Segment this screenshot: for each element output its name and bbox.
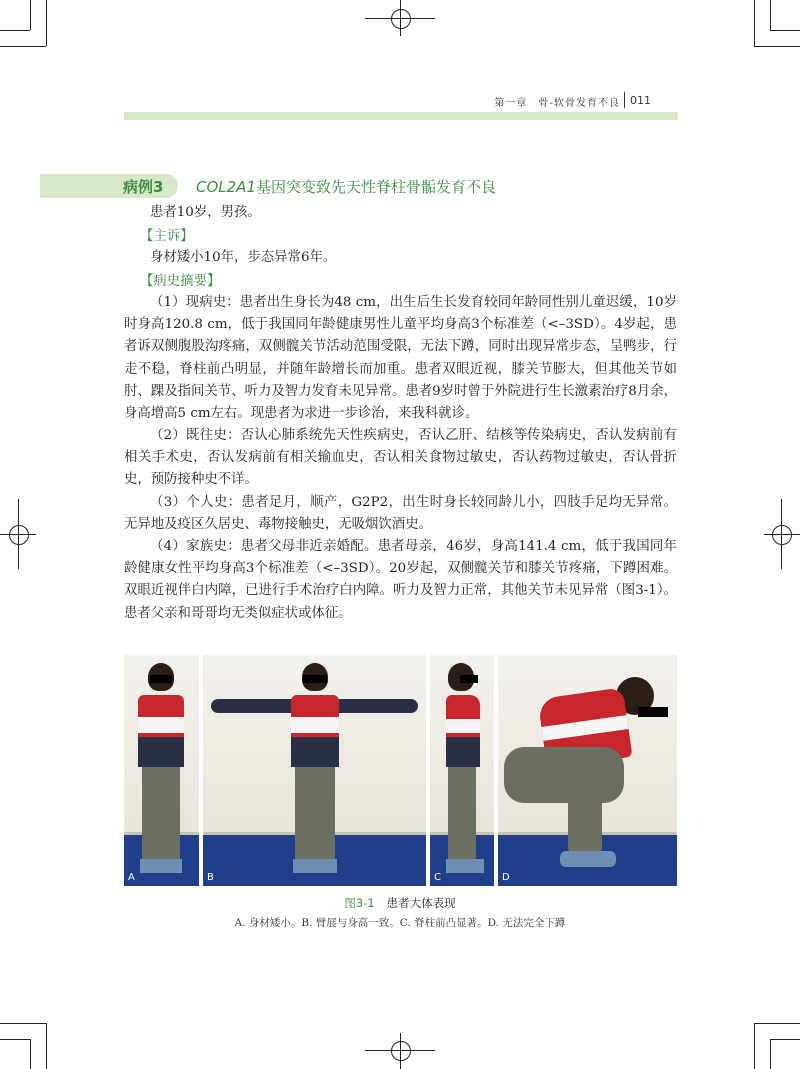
panel-label-a: A — [128, 872, 135, 883]
header-band — [124, 112, 678, 120]
figure-caption-title — [0, 895, 800, 911]
case-label: 病例3 — [123, 178, 164, 196]
photo-panel-c — [430, 655, 494, 886]
running-header-chapter: 第一章 骨-软骨发育不良 — [494, 98, 620, 109]
photo-panel-b — [203, 655, 426, 886]
history-heading: 【病史摘要】 — [140, 274, 221, 289]
case-title-text: 基因突变致先天性脊柱骨骺发育不良 — [256, 178, 497, 196]
personal-history-paragraph: （3）个人史：患者足月，顺产，G2P2，出生时身长较同龄儿小，四肢手足均无异常。无异地及疫区久居史、毒物接触史，无吸烟饮酒史。 — [124, 495, 677, 533]
page-number: 011 — [630, 94, 651, 107]
panel-label-b: B — [207, 872, 214, 883]
figure-caption-description: A. 身材矮小。B. 臂展与身高一致。C. 脊柱前凸显著。D. 无法完全下蹲 — [234, 917, 566, 929]
header-separator — [624, 92, 625, 108]
chief-complaint-heading: 【主诉】 — [140, 229, 194, 244]
figure-title: 患者大体表现 — [386, 896, 456, 910]
gene-name: COL2A1 — [196, 178, 256, 196]
case-title — [196, 176, 496, 197]
photo-panel-d — [498, 655, 677, 886]
panel-label-c: C — [434, 872, 441, 883]
patient-intro: 患者10岁，男孩。 — [150, 205, 261, 220]
photo-panel-a — [124, 655, 199, 886]
panel-label-d: D — [502, 872, 510, 883]
chief-complaint-text: 身材矮小10年，步态异常6年。 — [150, 250, 337, 265]
figure-number: 图3-1 — [344, 896, 375, 910]
past-history-paragraph: （2）既往史：否认心肺系统先天性疾病史，否认乙肝、结核等传染病史，否认发病前有相关手术史，否认发病前有相关输血史，否认相关食物过敏史，否认药物过敏史，否认骨折史，预防接种史不详。 — [124, 428, 677, 488]
family-history-paragraph: （4）家族史：患者父母非近亲婚配。患者母亲，46岁，身高141.4 cm，低于我国同年龄健康女性平均身高3个标准差（<–3SD）。20岁起，双侧髋关节和膝关节疼痛，下蹲困难。双眼近视伴白内障，已进行手术治疗白内障。听力及智力正常，其他关节未见异常（图3-1）。患者父亲和哥哥均无类似症状或体征。 — [124, 539, 677, 621]
present-history-paragraph: （1）现病史：患者出生身长为48 cm，出生后生长发育较同年龄同性别儿童迟缓，10岁时身高120.8 cm，低于我国同年龄健康男性儿童平均身高3个标准差（<–3SD）。4岁起，患者诉双侧腹股沟疼痛，双侧髋关节活动范围受限，无法下蹲，同时出现异常步态，呈鸭步，行走不稳，脊柱前凸明显，并随年龄增长而加重。患者双眼近视，膝关节膨大，但其他关节如肘、踝及指间关节、听力及智力发育未见异常。患者9岁时曾于外院进行生长激素治疗8月余，身高增高5 cm左右。现患者为求进一步诊治，来我科就诊。 — [124, 295, 677, 422]
